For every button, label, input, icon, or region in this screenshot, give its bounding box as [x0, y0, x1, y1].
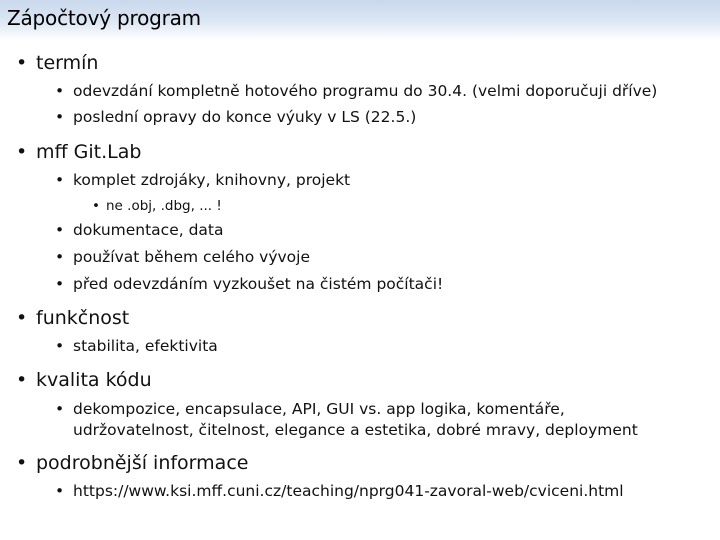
- bullet-icon: •: [55, 337, 65, 355]
- bullet-icon: •: [55, 82, 65, 100]
- slide-title: Zápočtový program: [7, 6, 201, 30]
- list-item: • před odevzdáním vyzkoušet na čistém počítači!: [55, 275, 444, 293]
- bullet-icon: •: [55, 482, 65, 500]
- bullet-icon: •: [16, 369, 28, 391]
- bullet-icon: •: [16, 52, 28, 74]
- section-gitlab: • mff Git.Lab: [16, 141, 142, 163]
- bullet-icon: •: [16, 452, 28, 474]
- list-item: • stabilita, efektivita: [55, 337, 218, 355]
- section-funkcnost: • funkčnost: [16, 307, 130, 329]
- bullet-icon: •: [55, 248, 65, 266]
- list-item: • dokumentace, data: [55, 221, 224, 239]
- bullet-icon: •: [55, 171, 65, 189]
- bullet-icon: •: [55, 400, 65, 418]
- bullet-icon: •: [55, 108, 65, 126]
- bullet-icon: •: [16, 307, 28, 329]
- list-item: • odevzdání kompletně hotového programu do 30.4. (velmi doporučuji dříve): [55, 82, 658, 100]
- info-url[interactable]: https://www.ksi.mff.cuni.cz/teaching/nprg041-zavoral-web/cviceni.html: [73, 482, 624, 500]
- section-podrobnejsi-informace: • podrobnější informace: [16, 452, 249, 474]
- section-kvalita-kodu: • kvalita kódu: [16, 369, 152, 391]
- list-item: • poslední opravy do konce výuky v LS (22.5.): [55, 108, 417, 126]
- bullet-icon: •: [55, 275, 65, 293]
- bullet-icon: •: [55, 221, 65, 239]
- list-item: • komplet zdrojáky, knihovny, projekt: [55, 171, 351, 189]
- bullet-icon: •: [92, 198, 100, 214]
- list-item: • dekompozice, encapsulace, API, GUI vs. app logika, komentáře, udržovatelnost, čitelnost, elegance a estetika, dobré mravy, deployment: [55, 400, 638, 439]
- section-termin: • termín: [16, 52, 99, 74]
- sub-list-item: • ne .obj, .dbg, ... !: [92, 198, 222, 214]
- link-item: [55, 482, 624, 500]
- list-item: • používat během celého vývoje: [55, 248, 311, 266]
- bullet-icon: •: [16, 141, 28, 163]
